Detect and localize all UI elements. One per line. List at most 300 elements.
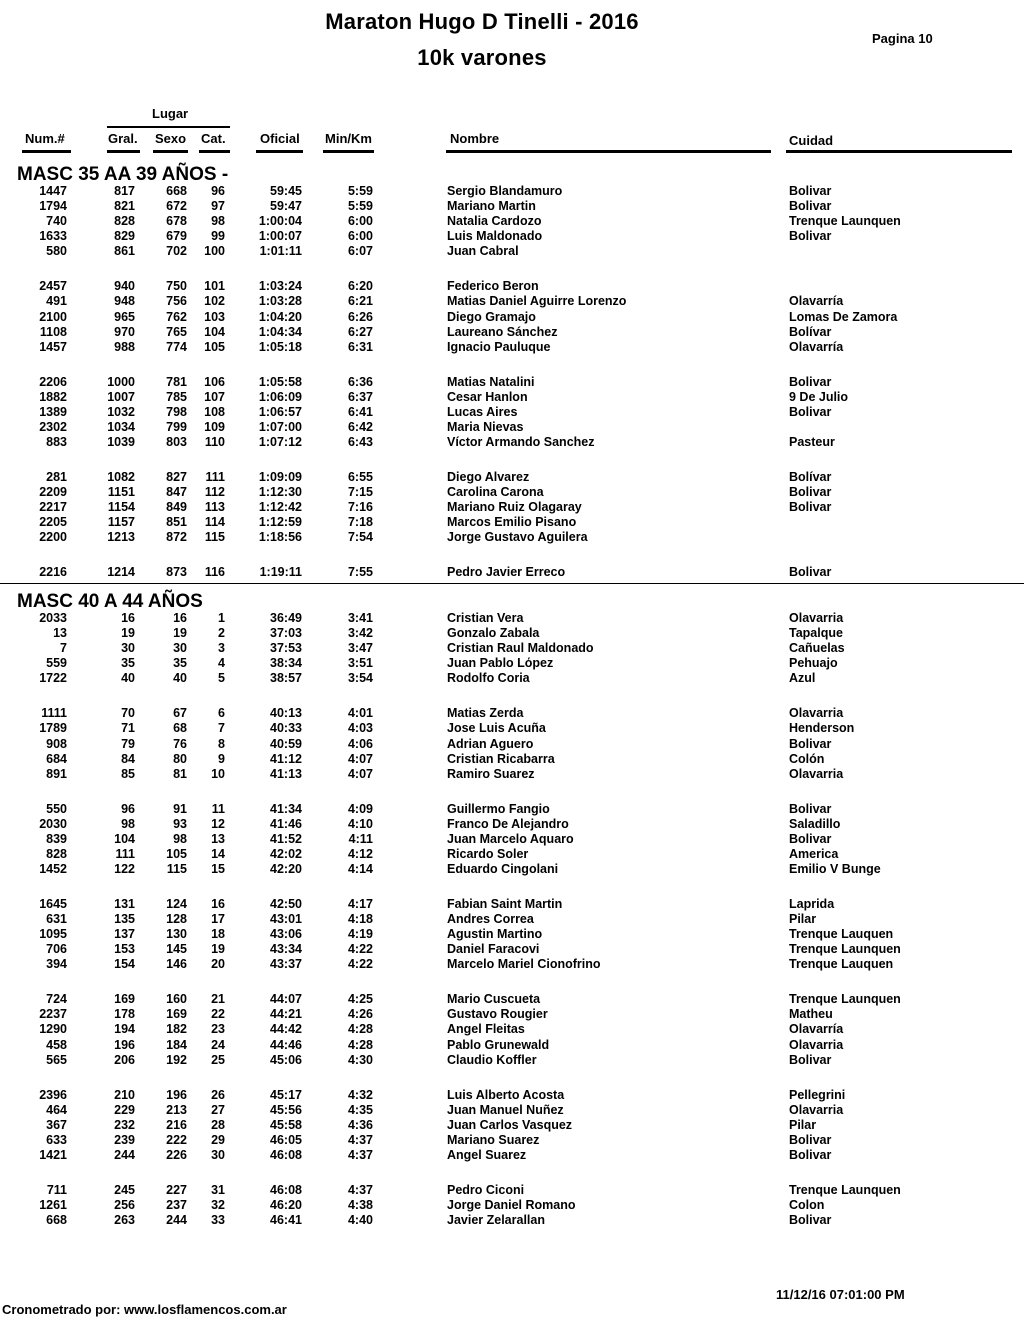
sex-place: 124 <box>166 896 187 911</box>
bib-number: 1645 <box>39 896 67 911</box>
general-place: 40 <box>121 671 135 686</box>
pace: 6:00 <box>347 214 373 229</box>
bib-number: 281 <box>46 469 67 484</box>
sex-place: 774 <box>166 339 187 354</box>
category-place: 20 <box>211 957 225 972</box>
runner-city: 9 De Julio <box>789 389 849 404</box>
pace: 4:32 <box>347 1087 373 1102</box>
bib-number: 828 <box>46 846 67 861</box>
bib-number: 2209 <box>39 485 67 499</box>
official-time: 45:58 <box>270 1117 302 1132</box>
general-place: 988 <box>114 339 135 354</box>
official-time: 1:01:11 <box>259 244 302 259</box>
table-row <box>0 626 1024 641</box>
runner-city: Bolivar <box>789 1052 832 1067</box>
sex-place: 799 <box>166 419 187 434</box>
general-place: 817 <box>114 184 135 198</box>
category-place: 18 <box>211 927 225 942</box>
bib-number: 1882 <box>39 389 67 404</box>
category-place: 29 <box>211 1132 225 1147</box>
runner-city: Olavarria <box>789 1037 844 1052</box>
bib-number: 2217 <box>39 500 67 515</box>
official-time: 44:21 <box>270 1007 302 1022</box>
sex-place: 765 <box>166 324 187 339</box>
official-time: 43:37 <box>270 957 302 972</box>
runner-city: Matheu <box>789 1007 833 1022</box>
table-row <box>0 340 1024 355</box>
official-time: 37:53 <box>270 641 302 656</box>
pace: 4:36 <box>347 1117 373 1132</box>
runner-name: Mariano Ruiz Olagaray <box>447 500 582 515</box>
official-time: 1:06:09 <box>258 389 302 404</box>
pace: 4:06 <box>347 736 373 751</box>
category-place: 99 <box>211 229 225 244</box>
category-place: 97 <box>211 199 225 214</box>
runner-name: Carolina Carona <box>447 485 544 499</box>
category-place: 23 <box>211 1022 225 1037</box>
official-time: 46:08 <box>270 1182 302 1197</box>
category-place: 96 <box>211 184 225 198</box>
table-row <box>0 470 1024 485</box>
table-row <box>0 1007 1024 1022</box>
category-place: 108 <box>204 404 225 419</box>
col-ciudad: Cuidad <box>789 133 834 148</box>
runner-city: Trenque Launquen <box>789 214 901 229</box>
general-place: 970 <box>114 324 135 339</box>
bib-number: 1722 <box>39 671 67 686</box>
report-title: Maraton Hugo D Tinelli - 2016 <box>325 9 639 34</box>
runner-name: Jorge Daniel Romano <box>447 1197 576 1212</box>
pace: 4:17 <box>347 896 373 911</box>
runner-name: Eduardo Cingolani <box>447 862 559 876</box>
runner-name: Juan Cabral <box>447 244 519 259</box>
general-place: 1154 <box>107 500 135 515</box>
general-place: 263 <box>114 1213 135 1227</box>
table-row <box>0 325 1024 340</box>
pace: 4:14 <box>347 862 373 876</box>
official-time: 1:05:58 <box>258 374 302 389</box>
oficial-underline <box>256 150 303 153</box>
bib-number: 1789 <box>39 721 67 736</box>
table-row <box>0 1103 1024 1118</box>
minkm-underline <box>323 150 374 153</box>
pace: 4:26 <box>347 1007 373 1022</box>
category-place: 19 <box>211 942 225 957</box>
official-time: 45:06 <box>270 1052 302 1067</box>
table-row <box>0 184 1024 199</box>
pace: 6:36 <box>347 374 373 389</box>
general-place: 232 <box>114 1117 135 1132</box>
official-time: 1:04:20 <box>258 309 302 324</box>
general-place: 1214 <box>107 565 135 580</box>
bib-number: 13 <box>53 626 67 641</box>
pace: 4:40 <box>347 1213 373 1227</box>
runner-name: Juan Carlos Vasquez <box>447 1117 573 1132</box>
runner-city: Olavarría <box>789 294 844 309</box>
category-place: 4 <box>218 656 225 671</box>
col-minkm: Min/Km <box>325 131 372 146</box>
category-place: 21 <box>211 992 225 1007</box>
table-row <box>0 802 1024 817</box>
sex-place: 40 <box>173 671 187 686</box>
table-row <box>0 530 1024 545</box>
sex-place: 679 <box>166 229 187 244</box>
table-row <box>0 420 1024 435</box>
category-place: 114 <box>204 515 225 530</box>
general-place: 35 <box>121 656 135 671</box>
category-place: 16 <box>211 896 225 911</box>
pace: 4:09 <box>347 801 373 816</box>
sex-place: 226 <box>166 1147 187 1162</box>
pace: 4:22 <box>347 942 373 957</box>
sex-place: 216 <box>166 1117 187 1132</box>
pace: 7:16 <box>347 500 373 515</box>
general-place: 940 <box>114 279 135 294</box>
general-place: 104 <box>114 831 135 846</box>
official-time: 40:59 <box>270 736 302 751</box>
sex-place: 93 <box>173 816 187 831</box>
official-time: 1:07:00 <box>258 419 302 434</box>
category-place: 116 <box>204 565 225 580</box>
runner-city: Bolivar <box>789 404 832 419</box>
pace: 3:54 <box>347 671 373 686</box>
official-time: 45:56 <box>270 1102 302 1117</box>
sex-place: 91 <box>173 801 187 816</box>
runner-city: Emilio V Bunge <box>789 862 881 876</box>
general-place: 1039 <box>107 435 135 449</box>
bib-number: 464 <box>46 1102 67 1117</box>
col-nombre: Nombre <box>450 131 500 146</box>
bib-number: 2457 <box>39 279 67 294</box>
sexo-underline <box>153 150 188 153</box>
category-place: 98 <box>211 214 225 229</box>
general-place: 210 <box>114 1087 135 1102</box>
general-place: 828 <box>114 214 135 229</box>
pace: 4:07 <box>347 766 373 781</box>
general-place: 30 <box>121 641 135 656</box>
official-time: 46:20 <box>270 1197 302 1212</box>
runner-name: Juan Marcelo Aquaro <box>447 831 574 846</box>
sex-place: 146 <box>166 957 187 972</box>
pace: 6:21 <box>347 294 373 309</box>
runner-city: Bolívar <box>789 324 832 339</box>
category-place: 104 <box>204 324 225 339</box>
sex-place: 222 <box>166 1132 187 1147</box>
runner-name: Gustavo Rougier <box>447 1007 548 1022</box>
pace: 3:51 <box>347 656 373 671</box>
runner-name: Daniel Faracovi <box>447 942 540 957</box>
section-title: MASC 40 A 44 AÑOS <box>17 591 203 612</box>
official-time: 42:20 <box>270 862 302 876</box>
bib-number: 2206 <box>39 374 67 389</box>
runner-name: Federico Beron <box>447 279 539 294</box>
official-time: 1:18:56 <box>258 530 302 545</box>
general-place: 169 <box>114 992 135 1007</box>
sex-place: 145 <box>166 942 187 957</box>
sex-place: 785 <box>166 389 187 404</box>
runner-name: Sergio Blandamuro <box>447 184 563 198</box>
runner-name: Juan Pablo Lόpez <box>447 656 554 671</box>
official-time: 38:57 <box>270 671 302 686</box>
bib-number: 2100 <box>39 309 67 324</box>
category-place: 33 <box>211 1213 225 1227</box>
bib-number: 2033 <box>39 611 67 625</box>
table-row <box>0 390 1024 405</box>
official-time: 43:34 <box>270 942 302 957</box>
category-place: 24 <box>211 1037 225 1052</box>
bib-number: 908 <box>46 736 67 751</box>
official-time: 41:46 <box>270 816 302 831</box>
pace: 4:37 <box>347 1147 373 1162</box>
official-time: 1:09:09 <box>258 469 302 484</box>
sex-place: 81 <box>173 766 187 781</box>
sex-place: 115 <box>166 862 187 876</box>
general-place: 245 <box>114 1182 135 1197</box>
table-row <box>0 752 1024 767</box>
pace: 4:03 <box>347 721 373 736</box>
pace: 6:07 <box>347 244 373 259</box>
runner-name: Matias Natalini <box>447 374 535 389</box>
category-place: 31 <box>211 1182 225 1197</box>
pace: 6:55 <box>347 469 373 484</box>
runner-name: Jose Luis Acuña <box>447 721 546 736</box>
num-underline <box>22 150 71 153</box>
category-place: 13 <box>211 831 225 846</box>
bib-number: 2396 <box>39 1087 67 1102</box>
table-row <box>0 721 1024 736</box>
table-row <box>0 862 1024 877</box>
runner-name: Ramiro Suarez <box>447 766 535 781</box>
general-place: 84 <box>121 751 135 766</box>
table-row <box>0 927 1024 942</box>
runner-city: Trenque Launquen <box>789 1182 901 1197</box>
sex-place: 130 <box>166 927 187 942</box>
pace: 4:12 <box>347 846 373 861</box>
runner-city: Olavarría <box>789 339 844 354</box>
category-place: 2 <box>218 626 225 641</box>
bib-number: 1111 <box>41 706 67 721</box>
runner-name: Cesar Hanlon <box>447 389 528 404</box>
general-place: 861 <box>114 244 135 259</box>
official-time: 43:06 <box>270 927 302 942</box>
gral-underline <box>107 150 140 153</box>
pace: 5:59 <box>347 199 373 214</box>
table-row <box>0 1038 1024 1053</box>
category-place: 112 <box>204 485 225 499</box>
sex-place: 35 <box>173 656 187 671</box>
table-row <box>0 214 1024 229</box>
table-row <box>0 405 1024 420</box>
category-place: 5 <box>218 671 225 686</box>
runner-name: Mariano Martin <box>447 199 536 214</box>
bib-number: 839 <box>46 831 67 846</box>
category-place: 107 <box>204 389 225 404</box>
bib-number: 394 <box>46 957 67 972</box>
runner-city: Bolivar <box>789 801 832 816</box>
page-number: Pagina 10 <box>872 31 933 46</box>
table-row <box>0 832 1024 847</box>
runner-city: Bolivar <box>789 374 832 389</box>
category-place: 12 <box>211 816 225 831</box>
pace: 6:42 <box>347 419 373 434</box>
runner-name: Lucas Aires <box>447 404 518 419</box>
bib-number: 1633 <box>39 229 67 244</box>
category-place: 113 <box>204 500 225 515</box>
runner-name: Luis Maldonado <box>447 229 543 244</box>
category-place: 7 <box>218 721 225 736</box>
bib-number: 550 <box>46 801 67 816</box>
runner-city: Bolivar <box>789 1147 832 1162</box>
ciudad-underline <box>786 150 1012 153</box>
pace: 4:37 <box>347 1182 373 1197</box>
table-row <box>0 1133 1024 1148</box>
runner-name: Marcelo Mariel Cionofrino <box>447 957 601 972</box>
table-row <box>0 656 1024 671</box>
category-place: 14 <box>211 846 225 861</box>
table-row <box>0 244 1024 259</box>
general-place: 1157 <box>107 515 135 530</box>
sex-place: 851 <box>166 515 187 530</box>
category-place: 6 <box>218 706 225 721</box>
runner-city: Pehuajo <box>789 656 838 671</box>
official-time: 41:52 <box>270 831 302 846</box>
official-time: 45:17 <box>270 1087 302 1102</box>
col-sexo: Sexo <box>155 131 187 146</box>
pace: 4:22 <box>347 957 373 972</box>
general-place: 1034 <box>107 419 135 434</box>
sex-place: 16 <box>173 611 187 625</box>
sex-place: 67 <box>173 706 187 721</box>
bib-number: 367 <box>46 1117 67 1132</box>
pace: 4:28 <box>347 1022 373 1037</box>
pace: 6:20 <box>347 279 373 294</box>
category-place: 115 <box>204 530 225 545</box>
table-row <box>0 310 1024 325</box>
sex-place: 30 <box>173 641 187 656</box>
col-oficial: Oficial <box>260 131 300 146</box>
runner-name: Angel Fleitas <box>447 1022 525 1037</box>
bib-number: 740 <box>46 214 67 229</box>
sex-place: 756 <box>166 294 187 309</box>
official-time: 42:50 <box>270 896 302 911</box>
pace: 3:41 <box>347 611 373 625</box>
general-place: 948 <box>114 294 135 309</box>
bib-number: 1447 <box>39 184 67 198</box>
category-place: 15 <box>211 862 225 876</box>
pace: 4:07 <box>347 751 373 766</box>
official-time: 59:45 <box>270 184 302 198</box>
runner-city: Colón <box>789 751 825 766</box>
sex-place: 227 <box>166 1182 187 1197</box>
official-time: 44:42 <box>270 1022 302 1037</box>
pace: 6:00 <box>347 229 373 244</box>
bib-number: 724 <box>46 992 67 1007</box>
runner-city: Olavarria <box>789 611 844 625</box>
lugar-underline <box>107 126 230 128</box>
category-place: 30 <box>211 1147 225 1162</box>
runner-city: Bolivar <box>789 1213 832 1227</box>
sex-place: 803 <box>166 435 187 449</box>
runner-name: Marcos Emilio Pisano <box>447 515 577 530</box>
category-place: 22 <box>211 1007 225 1022</box>
table-row <box>0 767 1024 782</box>
official-time: 1:12:42 <box>258 500 302 515</box>
sex-place: 781 <box>166 374 187 389</box>
pace: 3:47 <box>347 641 373 656</box>
official-time: 36:49 <box>270 611 302 625</box>
pace: 4:11 <box>348 831 373 846</box>
cat-underline <box>199 150 230 153</box>
runner-city: Cañuelas <box>789 641 845 656</box>
official-time: 59:47 <box>270 199 302 214</box>
official-time: 1:05:18 <box>258 339 302 354</box>
sex-place: 244 <box>166 1213 187 1227</box>
table-row <box>0 1183 1024 1198</box>
runner-city: Olavarria <box>789 766 844 781</box>
pace: 6:41 <box>347 404 373 419</box>
general-place: 79 <box>121 736 135 751</box>
general-place: 256 <box>114 1197 135 1212</box>
official-time: 1:03:24 <box>258 279 302 294</box>
sex-place: 105 <box>166 846 187 861</box>
general-place: 1000 <box>107 374 135 389</box>
official-time: 44:46 <box>270 1037 302 1052</box>
sex-place: 169 <box>166 1007 187 1022</box>
col-gral: Gral. <box>108 131 138 146</box>
category-place: 100 <box>204 244 225 259</box>
runner-name: Mariano Suarez <box>447 1132 540 1147</box>
runner-city: Bolivar <box>789 199 832 214</box>
official-time: 1:00:04 <box>258 214 302 229</box>
sex-place: 80 <box>173 751 187 766</box>
bib-number: 565 <box>46 1052 67 1067</box>
runner-name: Cristian Ricabarra <box>447 751 555 766</box>
runner-city: Pilar <box>789 912 817 926</box>
category-place: 103 <box>204 309 225 324</box>
category-place: 102 <box>204 294 225 309</box>
runner-city: Trenque Launquen <box>789 942 901 957</box>
table-row <box>0 1148 1024 1163</box>
runner-name: Mario Cuscueta <box>447 992 541 1007</box>
bib-number: 458 <box>46 1037 67 1052</box>
general-place: 829 <box>114 229 135 244</box>
bib-number: 2205 <box>39 515 67 530</box>
section-divider <box>0 583 1024 584</box>
runner-name: Franco De Alejandro <box>447 816 569 831</box>
bib-number: 580 <box>46 244 67 259</box>
table-row <box>0 1213 1024 1228</box>
general-place: 19 <box>121 626 135 641</box>
official-time: 1:12:30 <box>258 485 302 499</box>
sex-place: 672 <box>166 199 187 214</box>
official-time: 38:34 <box>270 656 302 671</box>
table-row <box>0 817 1024 832</box>
official-time: 1:19:11 <box>259 565 302 580</box>
runner-city: Bolivar <box>789 500 832 515</box>
general-place: 16 <box>121 611 135 625</box>
runner-name: Guillermo Fangio <box>447 801 550 816</box>
table-row <box>0 515 1024 530</box>
bib-number: 891 <box>46 766 67 781</box>
bib-number: 1261 <box>39 1197 67 1212</box>
general-place: 229 <box>114 1102 135 1117</box>
category-place: 25 <box>211 1052 225 1067</box>
table-row <box>0 1198 1024 1213</box>
runner-name: Víctor Armando Sanchez <box>447 435 595 449</box>
runner-city: Bolivar <box>789 565 832 580</box>
runner-name: Pablo Grunewald <box>447 1037 550 1052</box>
runner-name: Matias Zerda <box>447 706 524 721</box>
